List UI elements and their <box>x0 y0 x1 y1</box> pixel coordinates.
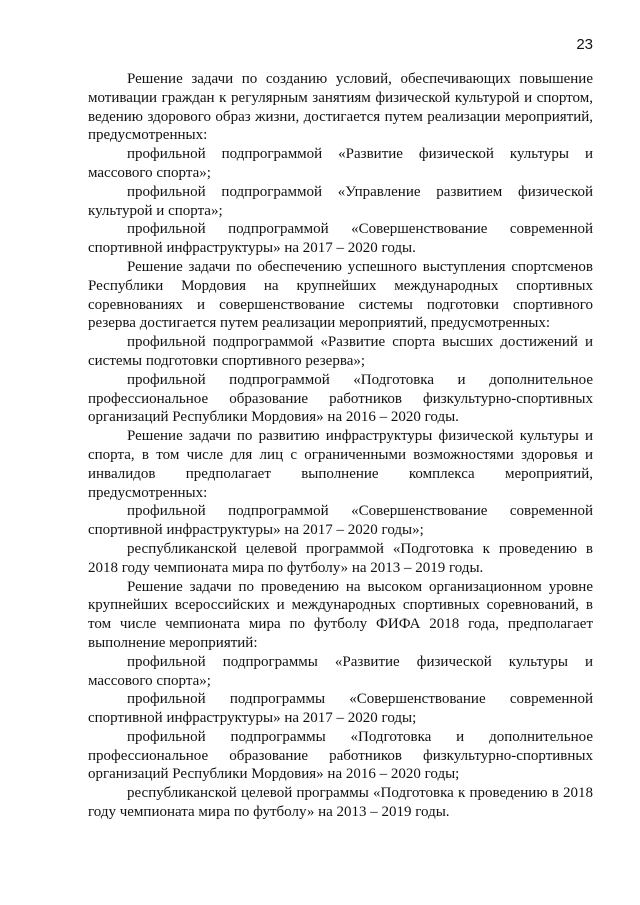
paragraph: профильной подпрограммой «Совершенствование современной спортивной инфраструктуры» на 2017 – 2020 годы. <box>88 221 593 257</box>
paragraph: Решение задачи по проведению на высоком организационном уровне крупнейших всероссийских и международных спортивных соревнований, в том числе чемпионата мира по футболу ФИФА 2018 года, предполагает выполнение мероприятий: <box>88 578 593 651</box>
paragraph: профильной подпрограммы «Развитие физической культуры и массового спорта»; <box>88 653 593 689</box>
paragraph: профильной подпрограммы «Совершенствование современной спортивной инфраструктуры» на 2017 – 2020 годы; <box>88 691 593 727</box>
paragraph: профильной подпрограммы «Подготовка и дополнительное профессиональное образование работников физкультурно-спортивных организаций Республики Мордовия» на 2016 – 2020 годы; <box>88 728 593 783</box>
paragraph: Решение задачи по развитию инфраструктуры физической культуры и спорта, в том числе для лиц с ограниченными возможностями здоровья и инвалидов предполагает выполнение комплекса мероприятий, предусмотренных: <box>88 428 593 501</box>
paragraph: республиканской целевой программы «Подготовка к проведению в 2018 году чемпионата мира по футболу» на 2013 – 2019 годы. <box>88 785 593 821</box>
paragraph: Решение задачи по созданию условий, обеспечивающих повышение мотивации граждан к регулярным занятиям физической культурой и спортом, ведению здорового образ жизни, достигается путем реализации мероприятий, предусмотренных: <box>88 71 593 144</box>
paragraph: республиканской целевой программой «Подготовка к проведению в 2018 году чемпионата мира по футболу» на 2013 – 2019 годы. <box>88 540 593 576</box>
paragraph: профильной подпрограммой «Развитие спорта высших достижений и системы подготовки спортивного резерва»; <box>88 334 593 369</box>
page-number: 23 <box>576 36 593 53</box>
paragraph: Решение задачи по обеспечению успешного выступления спортсменов Республики Мордовия на крупнейших международных спортивных соревнованиях и совершенствование системы подготовки спортивного резерва достигается путем реализации мероприятий, предусмотренных: <box>88 258 593 332</box>
paragraph: профильной подпрограммой «Подготовка и дополнительное профессиональное образование работников физкультурно-спортивных организаций Республики Мордовия» на 2016 – 2020 годы. <box>88 371 593 426</box>
document-body <box>88 70 593 822</box>
paragraph: профильной подпрограммой «Управление развитием физической культурой и спорта»; <box>88 183 593 219</box>
paragraph: профильной подпрограммой «Совершенствование современной спортивной инфраструктуры» на 2017 – 2020 годы»; <box>88 503 593 539</box>
paragraph: профильной подпрограммой «Развитие физической культуры и массового спорта»; <box>88 146 593 181</box>
